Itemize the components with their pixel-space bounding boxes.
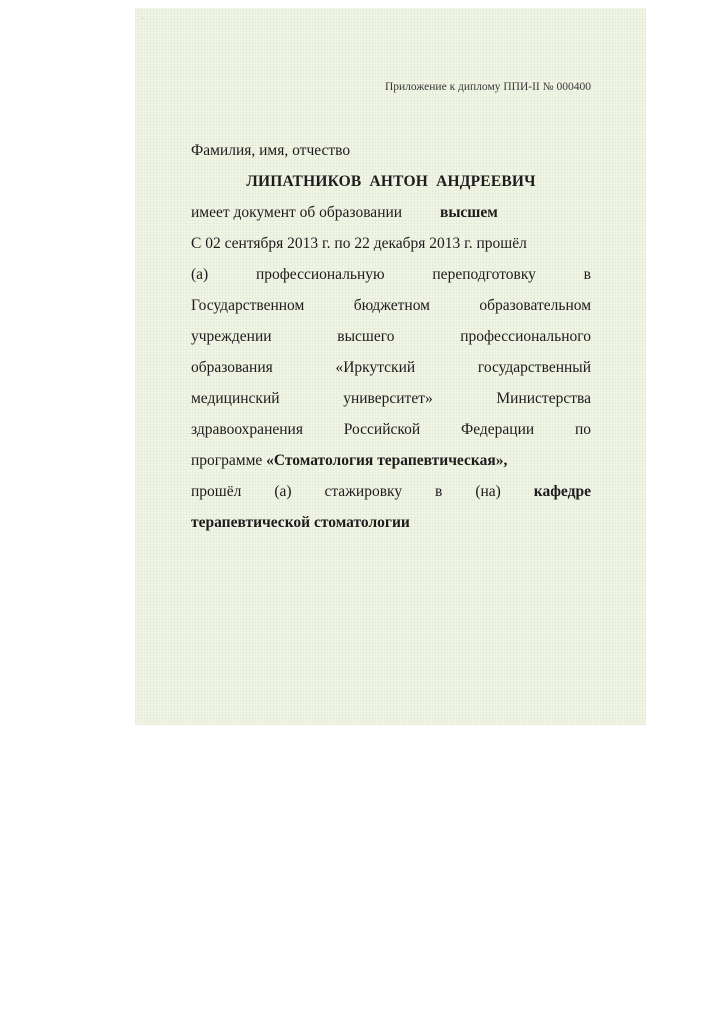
text-line (191, 297, 591, 315)
text-line (191, 328, 591, 346)
word: по (574, 421, 591, 438)
word: (на) (475, 483, 501, 500)
word: Федерации (460, 421, 535, 438)
word: Министерства (496, 390, 591, 407)
education-level: высшем (439, 204, 498, 221)
full-name: ЛИПАТНИКОВ АНТОН АНДРЕЕВИЧ (246, 173, 536, 190)
word: бюджетном (353, 297, 430, 314)
word: учреждении (191, 328, 272, 345)
word-bold: кафедре (533, 483, 591, 500)
word: Государственном (191, 297, 305, 314)
word: здравоохранения (191, 421, 303, 438)
appendix-header: Приложение к диплому ППИ-II № 000400 (384, 81, 591, 93)
program-line (191, 452, 591, 470)
word: высшего (337, 328, 395, 345)
program-prefix: программе (191, 452, 263, 469)
word: переподготовку (432, 266, 536, 283)
word: университет» (343, 390, 433, 407)
word: (а) (274, 483, 292, 500)
word: стажировку (324, 483, 403, 500)
word: профессиональную (255, 266, 385, 283)
document-sheet (135, 8, 646, 725)
scan-speck: · (141, 14, 144, 23)
word: «Иркутский (335, 359, 416, 376)
word: прошёл (191, 483, 242, 500)
education-prefix: имеет документ об образовании (191, 204, 403, 221)
word: медицинский (191, 390, 280, 407)
text-line (191, 390, 591, 408)
period-line: С 02 сентября 2013 г. по 22 декабря 2013 г. прошёл (191, 235, 527, 252)
word: в (583, 266, 591, 283)
word: образования (191, 359, 273, 376)
word: государственный (477, 359, 591, 376)
text-line (191, 421, 591, 439)
word: в (435, 483, 443, 500)
program-name: «Стоматология терапевтическая», (266, 452, 508, 469)
word: образовательном (479, 297, 591, 314)
word: (а) (191, 266, 209, 283)
education-line (191, 204, 591, 222)
text-line (191, 359, 591, 377)
text-line (191, 266, 591, 284)
word: Российской (343, 421, 421, 438)
text-line (191, 483, 591, 501)
department-name: терапевтической стоматологии (191, 514, 410, 531)
fio-label: Фамилия, имя, отчество (191, 142, 351, 159)
word: профессионального (460, 328, 591, 345)
